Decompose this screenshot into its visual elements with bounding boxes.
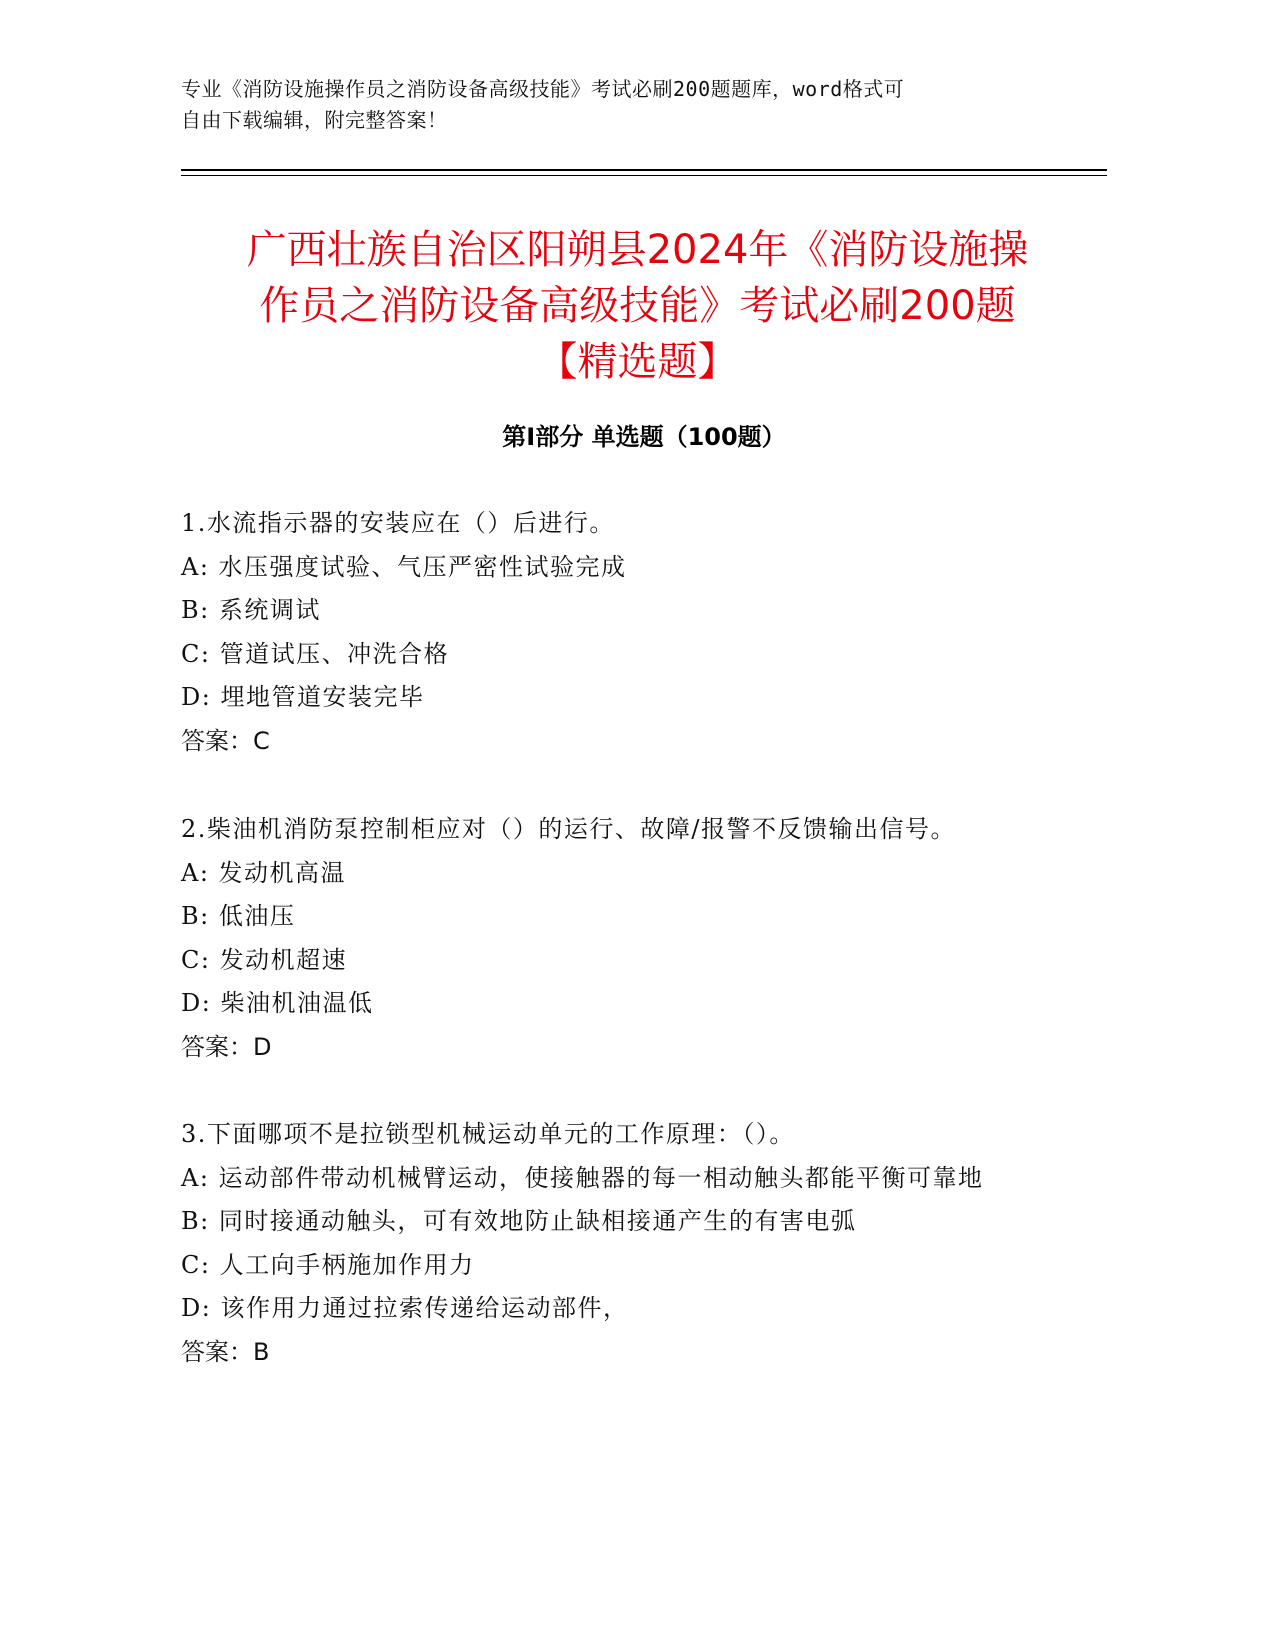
document-title — [160, 222, 1115, 390]
answer: 答案：B — [181, 1337, 270, 1366]
title-line-2: 作员之消防设备高级技能》考试必刷200题 — [259, 283, 1016, 329]
question-stem: 3.下面哪项不是拉锁型机械运动单元的工作原理：（）。 — [181, 1120, 795, 1148]
header-note — [181, 74, 1031, 136]
option-a: A: 运动部件带动机械臂运动，使接触器的每一相动触头都能平衡可靠地 — [181, 1163, 984, 1192]
option-b: B: 低油压 — [181, 902, 296, 930]
option-a: A: 发动机高温 — [181, 858, 347, 887]
option-c: C: 发动机超速 — [181, 945, 348, 974]
header-note-line-1: 专业《消防设施操作员之消防设备高级技能》考试必刷200题题库，word格式可 — [181, 77, 905, 101]
option-c: C: 人工向手柄施加作用力 — [181, 1250, 475, 1279]
question-stem: 1.水流指示器的安装应在（）后进行。 — [181, 509, 615, 537]
question-2 — [181, 808, 1061, 1069]
option-d: D: 埋地管道安装完毕 — [181, 683, 425, 711]
question-stem: 2.柴油机消防泵控制柜应对（）的运行、故障/报警不反馈输出信号。 — [181, 815, 956, 843]
title-line-3: 【精选题】 — [537, 339, 738, 385]
question-3 — [181, 1113, 1061, 1374]
option-a: A: 水压强度试验、气压严密性试验完成 — [181, 552, 627, 581]
option-d: D: 柴油机油温低 — [181, 989, 374, 1017]
header-note-line-2: 自由下载编辑，附完整答案！ — [181, 108, 448, 132]
question-1 — [181, 502, 1061, 763]
answer: 答案：D — [181, 1032, 272, 1061]
header-divider-thin — [181, 175, 1107, 176]
header-divider-thick — [181, 169, 1107, 171]
answer: 答案：C — [181, 726, 270, 755]
option-c: C: 管道试压、冲洗合格 — [181, 639, 450, 668]
option-b: B: 系统调试 — [181, 596, 321, 624]
section-title: 第Ⅰ部分 单选题（100题） — [502, 423, 786, 451]
title-line-1: 广西壮族自治区阳朔县2024年《消防设施操 — [246, 227, 1029, 273]
option-d: D: 该作用力通过拉索传递给运动部件， — [181, 1294, 629, 1322]
option-b: B: 同时接通动触头，可有效地防止缺相接通产生的有害电弧 — [181, 1207, 857, 1235]
